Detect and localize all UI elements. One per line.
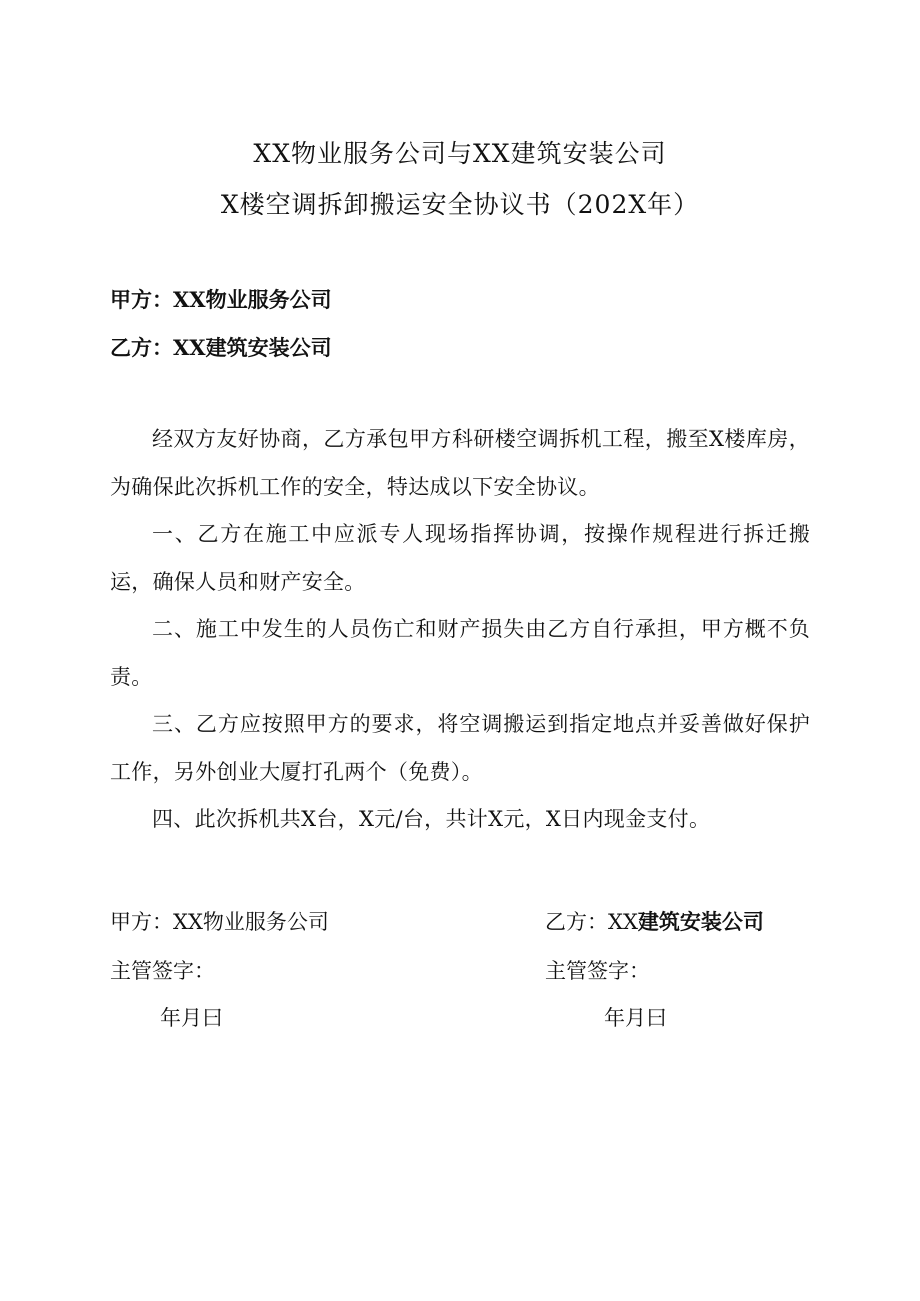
signature-left-date: 年月曰 [160, 1006, 223, 1030]
agreement-body [110, 416, 810, 844]
signature-left-party: 甲方：XX物业服务公司 [110, 910, 329, 934]
signature-right-party [545, 906, 764, 936]
title-line-1: XX物业服务公司与XX建筑安装公司 [253, 139, 667, 168]
paragraph-clause-4: 四、此次拆机共X台，X元/台，共计X元，X日内现金支付。 [152, 807, 711, 831]
signature-right-sign-label: 主管签字： [545, 959, 650, 983]
signature-right-party-name: 建筑安装公司 [637, 909, 764, 934]
signature-right-date: 年月曰 [604, 1006, 667, 1030]
title-line-2: X楼空调拆卸搬运安全协议书（202X年） [220, 190, 700, 219]
paragraph-clause-1: 一、乙方在施工中应派专人现场指挥协调，按操作规程进行拆迁搬运，确保人员和财产安全。 [110, 522, 810, 594]
signature-left-sign-label: 主管签字： [110, 959, 215, 983]
party-a: 甲方：XX物业服务公司 [110, 287, 332, 312]
paragraph-clause-3: 三、乙方应按照甲方的要求，将空调搬运到指定地点并妥善做好保护工作，另外创业大厦打孔两个（免费）。 [110, 712, 810, 784]
paragraph-clause-2: 二、施工中发生的人员伤亡和财产损失由乙方自行承担，甲方概不负责。 [110, 617, 810, 689]
signature-right-party-prefix: 乙方：XX [545, 910, 638, 934]
paragraph-intro: 经双方友好协商，乙方承包甲方科研楼空调拆机工程，搬至X楼库房，为确保此次拆机工作的安全，特达成以下安全协议。 [110, 427, 810, 499]
party-b: 乙方：XX建筑安装公司 [110, 335, 332, 360]
